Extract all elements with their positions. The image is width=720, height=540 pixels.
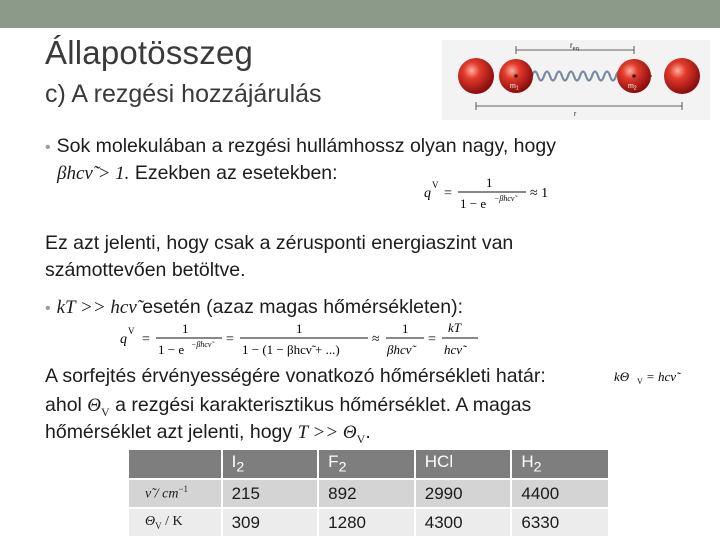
text-line-6: A sorfejtés érvényességére vonatkozó hőmérsékleti határ: — [45, 365, 546, 387]
text-line-4: számottevően betöltve. — [45, 259, 246, 281]
table-cell: 2990 — [415, 479, 512, 508]
f1-q-sup: V — [432, 180, 439, 190]
r-label: r — [574, 111, 577, 118]
table-cell: 892 — [318, 479, 415, 508]
slide-subtitle: c) A rezgési hozzájárulás — [45, 80, 322, 108]
text-line-5-content: esetén (azaz magas hőmérsékleten): — [142, 296, 464, 318]
formula-series-expansion — [116, 316, 486, 362]
formula-q-approx-one — [422, 170, 562, 214]
theta-sub-v: V — [101, 404, 110, 419]
atom-left-outer — [458, 58, 494, 94]
f1-approx-one: ≈ 1 — [530, 186, 549, 201]
f2-approx: ≈ — [372, 332, 380, 347]
bullet-icon: • — [45, 300, 51, 317]
text-line-2 — [57, 161, 338, 186]
f2-num-3: 1 — [402, 321, 409, 336]
table-cell: 6330 — [511, 508, 608, 537]
row-label-theta: $\Theta_V$ / K — [129, 508, 222, 537]
table-cell: 4400 — [511, 479, 608, 508]
m2-label: $m_2$ — [628, 83, 637, 92]
T-condition-sub: V — [356, 431, 366, 446]
atom-right-outer — [664, 58, 700, 94]
text-line-7-ahol: ahol — [45, 394, 82, 416]
m1-label: $m_1$ — [510, 83, 519, 92]
table-cell: 309 — [222, 508, 319, 537]
table-corner-cell — [129, 450, 222, 479]
table-header-cell: HCl — [415, 450, 512, 479]
m1-center-dot — [514, 74, 517, 77]
f1-q: q — [424, 186, 431, 201]
f1-eq: = — [444, 186, 452, 201]
f3-rhs: = hcν̃ — [646, 369, 677, 384]
f2-num-1: 1 — [182, 321, 189, 336]
f2-eq-3: = — [428, 332, 436, 347]
slide-title: Állapotösszeg — [45, 34, 254, 71]
theta-symbol: Θ — [87, 395, 102, 416]
T-condition: T >> Θ — [297, 422, 357, 443]
f2-den-3: βhcν̃ — [387, 342, 412, 357]
text-line-7-content: a rezgési karakterisztikus hőmérséklet. A magas — [115, 394, 532, 416]
f2-den-2: 1 − (1 − βhcν̃ + ...) — [242, 342, 340, 357]
table-row — [129, 508, 608, 537]
f1-numerator: 1 — [486, 175, 493, 190]
beta-hc-nu-expression: βhcν̃ > 1. — [57, 163, 130, 184]
vibration-data-table — [129, 450, 608, 538]
table-header-cell: $H_2$ — [511, 450, 608, 479]
f2-den-1: 1 − e — [158, 342, 185, 357]
text-line-1-content: Sok molekulában a rezgési hullámhossz olyan nagy, hogy — [56, 135, 556, 157]
f3-sub-v: V — [637, 377, 643, 386]
top-accent-bar — [0, 0, 720, 28]
f2-q: q — [120, 332, 127, 347]
f2-q-sup: V — [128, 326, 135, 336]
table-row — [129, 479, 608, 508]
table-cell: 1280 — [318, 508, 415, 537]
text-line-8 — [45, 420, 371, 451]
f2-den-1-exp: −βhcν̃ — [191, 340, 212, 349]
f2-num-2: 1 — [296, 321, 303, 336]
text-line-3: Ez azt jelenti, hogy csak a zérusponti energiaszint van — [45, 232, 514, 254]
req-label: $r_{eq}$ — [570, 41, 579, 52]
table-header-row — [129, 450, 608, 479]
m2-center-dot — [632, 74, 635, 77]
f1-denominator: 1 − e — [460, 196, 487, 211]
kT-condition: kT >> hcν̃ — [56, 297, 137, 318]
bullet-icon: • — [45, 139, 51, 156]
f2-den-4: hcν̃ — [444, 342, 463, 357]
text-line-8-end: . — [365, 421, 371, 443]
table-header-cell: $I_2$ — [222, 450, 319, 479]
table-cell: 215 — [222, 479, 319, 508]
diatomic-molecule-illustration — [442, 40, 710, 120]
table-header-cell: $F_2$ — [318, 450, 415, 479]
f3-k-theta: kΘ — [614, 369, 630, 384]
text-line-1 — [45, 134, 556, 160]
f2-num-4: kT — [448, 320, 461, 335]
formula-theta-limit — [612, 364, 708, 388]
row-label-wavenumber: ν̃ / $cm^{-1}$ — [129, 479, 222, 508]
f1-exponent: −βhcν̃ — [494, 194, 515, 203]
f2-eq-1: = — [142, 332, 150, 347]
text-line-2-content: Ezekben az esetekben: — [134, 162, 338, 184]
text-line-8-content: hőmérséklet azt jelenti, hogy — [45, 421, 293, 443]
table-cell: 4300 — [415, 508, 512, 537]
f2-eq-2: = — [226, 332, 234, 347]
